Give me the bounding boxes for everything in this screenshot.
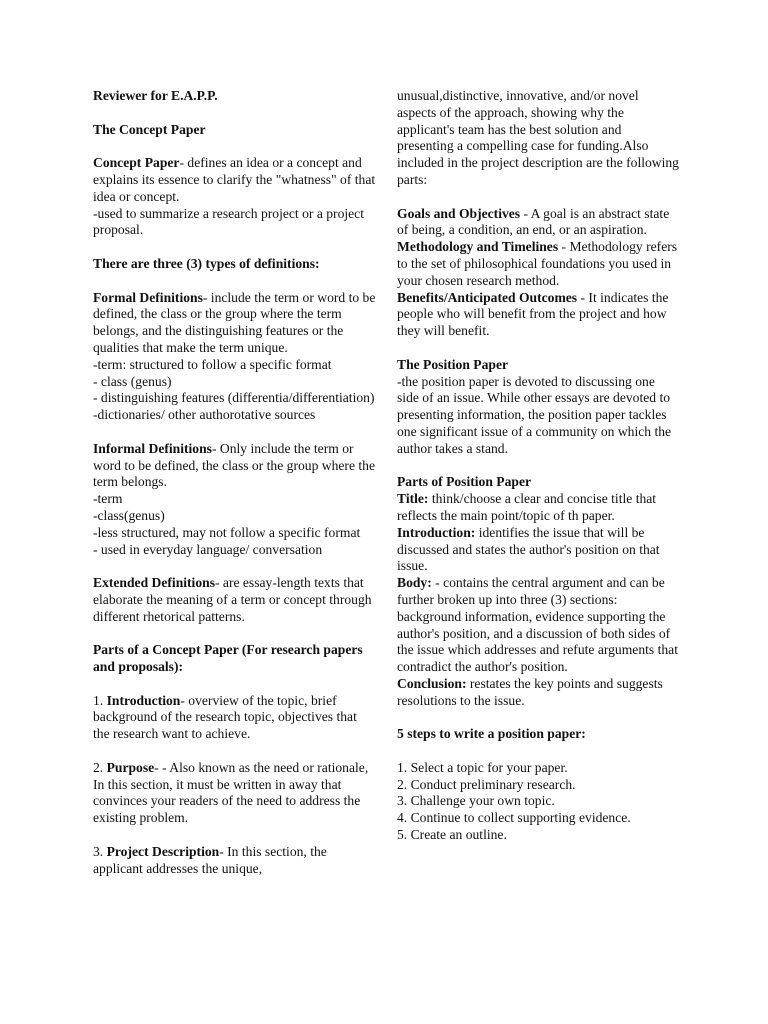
informal-line: -term (93, 491, 123, 507)
position-paper-text: -the position paper is devoted to discussing one side of an issue. While other essays are devoted to presenting information, the position paper tackles one significant issue of a community on which the author takes a stand. (397, 373, 672, 456)
step-item: 5. Create an outline. (397, 827, 507, 843)
methodology-timelines: Methodology and Timelines - Methodology refers to the set of philosophical foundations you used in your chosen research method. (397, 239, 678, 288)
project-description-continued: unusual,distinctive, innovative, and/or novel aspects of the approach, showing why the applicant's team has the best solution and presenting a compelling case for funding.Also included in the project description are the following parts: (397, 88, 679, 187)
informal-line: -class(genus) (93, 507, 165, 523)
informal-line: - used in everyday language/ conversation (93, 541, 323, 557)
part-purpose: 2. Purpose- - Also known as the need or rationale, In this section, it must be written in away that convinces your readers of the need to address the existing problem. (93, 759, 369, 826)
extended-definition: Extended Definitions- are essay-length texts that elaborate the meaning of a term or concept through different rhetorical patterns. (93, 575, 372, 624)
position-part-body: Body: - contains the central argument and can be further broken up into three (3) sections: (397, 575, 665, 607)
position-part-body-details: background information, evidence supporting the author's position, and a discussion of both sides of the issue which addresses and refute arguments that contradict the author's position. (397, 608, 678, 675)
step-item: 1. Select a topic for your paper. (397, 759, 568, 775)
formal-line: - class (genus) (93, 373, 172, 389)
position-part-introduction: Introduction: identifies the issue that will be discussed and states the author's position on that issue. (397, 524, 660, 574)
part-introduction: 1. Introduction- overview of the topic, brief background of the research topic, objectives that the research want to achieve. (93, 692, 357, 742)
step-item: 2. Conduct preliminary research. (397, 776, 576, 792)
goals-objectives: Goals and Objectives - A goal is an abstract state of being, a condition, an end, or an aspiration. (397, 205, 670, 238)
part-project-description: 3. Project Description- In this section, the applicant addresses the unique, (93, 843, 327, 876)
formal-definition: Formal Definitions- include the term or word to be defined, the class or the group where the term belongs, and the distinguishing features or the qualities that make the term unique. (93, 289, 376, 355)
left-column (93, 88, 376, 877)
formal-line: -dictionaries/ other authorotative sources (93, 407, 316, 423)
formal-line: -term: structured to follow a specific format (93, 356, 332, 372)
formal-line: - distinguishing features (differentia/differentiation) (93, 390, 375, 406)
definition-types-heading: There are three (3) types of definitions: (93, 255, 320, 271)
right-column (397, 88, 679, 844)
step-item: 3. Challenge your own topic. (397, 793, 555, 809)
informal-definition: Informal Definitions- Only include the term or word to be defined, the class or the group where the term belongs. (93, 440, 375, 490)
position-paper-heading: The Position Paper (397, 356, 509, 372)
informal-line: -less structured, may not follow a specific format (93, 524, 361, 540)
concept-parts-heading: Parts of a Concept Paper (For research papers and proposals): (93, 642, 363, 675)
concept-paper-use: -used to summarize a research project or a project proposal. (93, 205, 364, 238)
position-part-conclusion: Conclusion: restates the key points and suggests resolutions to the issue. (397, 675, 663, 708)
document-title: Reviewer for E.A.P.P. (93, 88, 218, 103)
benefits-outcomes: Benefits/Anticipated Outcomes - It indicates the people who will benefit from the project and how they will benefit. (397, 289, 669, 339)
position-parts-heading: Parts of Position Paper (397, 474, 532, 490)
step-item: 4. Continue to collect supporting evidence. (397, 810, 631, 826)
position-part-title: Title: think/choose a clear and concise title that reflects the main point/topic of th paper. (397, 491, 657, 523)
steps-heading: 5 steps to write a position paper: (397, 726, 586, 742)
concept-paper-definition: Concept Paper- defines an idea or a concept and explains its essence to clarify the "whatness" of that idea or concept. (93, 155, 376, 204)
concept-paper-heading: The Concept Paper (93, 121, 206, 137)
